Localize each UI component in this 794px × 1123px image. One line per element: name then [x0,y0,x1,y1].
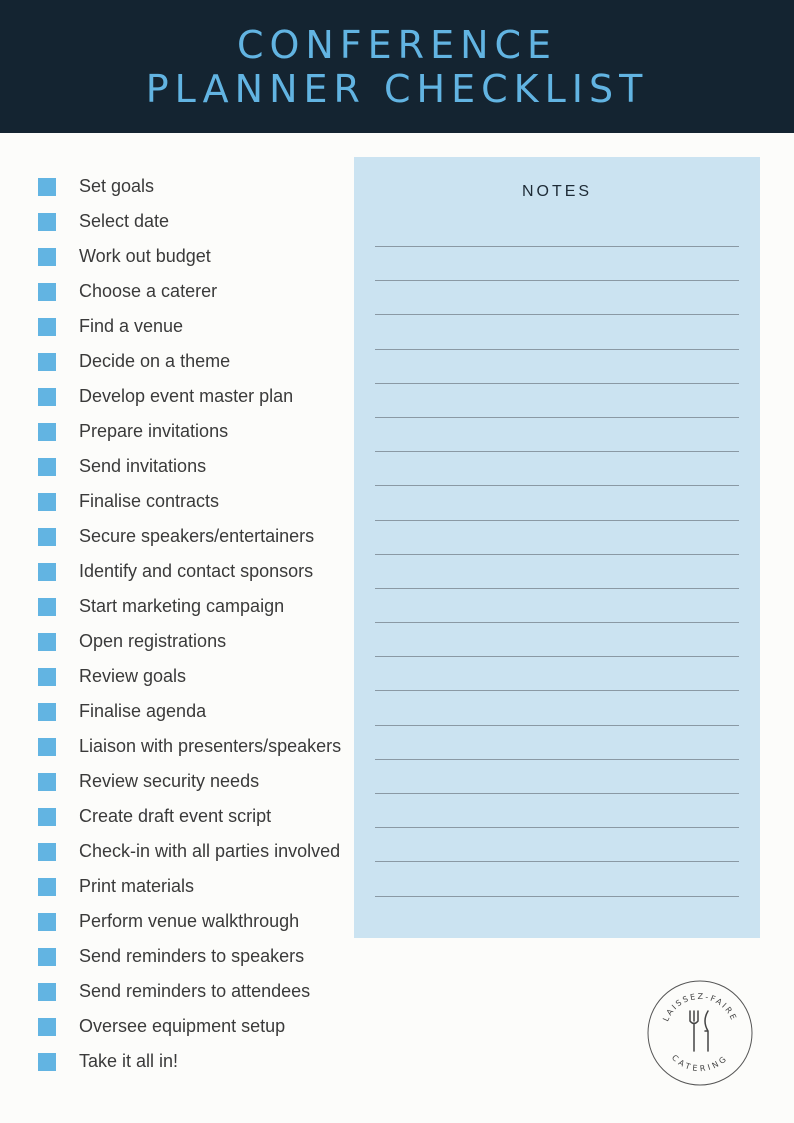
checkbox[interactable] [38,213,56,231]
checkbox[interactable] [38,458,56,476]
checkbox[interactable] [38,878,56,896]
checkbox[interactable] [38,493,56,511]
checkbox[interactable] [38,178,56,196]
checklist-item[interactable] [38,799,348,834]
checkbox[interactable] [38,318,56,336]
checkbox[interactable] [38,738,56,756]
svg-text:CATERING [670,1053,730,1073]
note-line[interactable] [375,656,739,690]
checkbox[interactable] [38,528,56,546]
note-line[interactable] [375,280,739,314]
checkbox[interactable] [38,948,56,966]
notes-panel [354,157,760,938]
checklist-item[interactable] [38,1009,348,1044]
note-line[interactable] [375,417,739,451]
checklist-item[interactable] [38,624,348,659]
checklist-item[interactable] [38,484,348,519]
checklist-item[interactable] [38,659,348,694]
checkbox[interactable] [38,1018,56,1036]
checklist-item-label: Set goals [79,176,155,196]
note-line[interactable] [375,246,739,280]
note-line[interactable] [375,861,739,895]
fork-knife-icon [690,1011,708,1051]
checkbox[interactable] [38,843,56,861]
note-line[interactable] [375,827,739,861]
page-title-line-2: PLANNER CHECKLIST [145,66,649,111]
checklist-item[interactable] [38,729,348,764]
header-banner [0,0,794,133]
checklist-item-label: Find a venue [79,316,184,336]
note-line[interactable] [375,520,739,554]
checkbox[interactable] [38,563,56,581]
checklist-item-label: Send invitations [79,456,207,476]
checklist-item-label: Check-in with all parties involved [79,841,341,861]
notes-title: NOTES [521,183,593,200]
checklist-item-label: Review security needs [79,771,260,791]
svg-text:LAISSEZ-FAIRE [661,992,738,1023]
checklist-item-label: Identify and contact sponsors [79,561,314,581]
checklist-item-label: Open registrations [79,631,227,651]
note-line[interactable] [375,725,739,759]
checklist-item-label: Prepare invitations [79,421,229,441]
logo-top-text: LAISSEZ-FAIRE [661,991,739,1023]
checkbox[interactable] [38,983,56,1001]
checklist-item[interactable] [38,764,348,799]
note-line[interactable] [375,759,739,793]
checklist-item-label: Send reminders to attendees [79,981,311,1001]
checklist-item-label: Print materials [79,876,195,896]
checklist-item-label: Liaison with presenters/speakers [79,736,342,756]
checkbox[interactable] [38,598,56,616]
note-line[interactable] [375,793,739,827]
checklist-item[interactable] [38,554,348,589]
checkbox[interactable] [38,668,56,686]
checklist-item[interactable] [38,344,348,379]
checklist-item[interactable] [38,869,348,904]
checklist-item-label: Start marketing campaign [79,596,285,616]
checklist-item-label: Secure speakers/entertainers [79,526,315,546]
laissez-faire-catering-logo [646,979,754,1087]
checklist-item[interactable] [38,169,348,204]
checklist-item-label: Finalise agenda [79,701,207,721]
checklist-item[interactable] [38,834,348,869]
checklist-item[interactable] [38,239,348,274]
checkbox[interactable] [38,633,56,651]
checklist-item-label: Take it all in! [79,1051,179,1071]
checklist [38,169,348,1079]
checkbox[interactable] [38,353,56,371]
logo-bottom-text: CATERING [669,1053,731,1074]
checklist-item[interactable] [38,519,348,554]
checklist-item[interactable] [38,1044,348,1079]
note-line[interactable] [375,349,739,383]
checklist-item-label: Oversee equipment setup [79,1016,286,1036]
checkbox[interactable] [38,388,56,406]
checklist-item[interactable] [38,904,348,939]
checklist-item-label: Develop event master plan [79,386,294,406]
checklist-item-label: Decide on a theme [79,351,231,371]
checkbox[interactable] [38,913,56,931]
checklist-item-label: Finalise contracts [79,491,220,511]
note-line[interactable] [375,588,739,622]
checklist-item-label: Review goals [79,666,187,686]
checklist-item[interactable] [38,379,348,414]
checkbox[interactable] [38,808,56,826]
checkbox[interactable] [38,773,56,791]
checklist-item-label: Create draft event script [79,806,272,826]
checklist-item[interactable] [38,309,348,344]
checklist-item-label: Perform venue walkthrough [79,911,300,931]
note-line[interactable] [375,896,739,930]
notes-lines [375,246,739,930]
note-line[interactable] [375,383,739,417]
checklist-item[interactable] [38,449,348,484]
checklist-item-label: Choose a caterer [79,281,218,301]
checkbox[interactable] [38,423,56,441]
checkbox[interactable] [38,703,56,721]
checkbox[interactable] [38,248,56,266]
checklist-item-label: Send reminders to speakers [79,946,305,966]
note-line[interactable] [375,554,739,588]
note-line[interactable] [375,451,739,485]
note-line[interactable] [375,485,739,519]
checklist-item[interactable] [38,204,348,239]
checklist-item[interactable] [38,589,348,624]
checklist-item[interactable] [38,274,348,309]
checkbox[interactable] [38,1053,56,1071]
checklist-item-label: Work out budget [79,246,211,266]
note-line[interactable] [375,622,739,656]
note-line[interactable] [375,314,739,348]
checklist-item[interactable] [38,414,348,449]
checkbox[interactable] [38,283,56,301]
checklist-item-label: Select date [79,211,170,231]
checklist-item[interactable] [38,939,348,974]
checklist-item[interactable] [38,694,348,729]
checklist-item[interactable] [38,974,348,1009]
note-line[interactable] [375,690,739,724]
page-title-line-1: CONFERENCE [236,22,558,67]
